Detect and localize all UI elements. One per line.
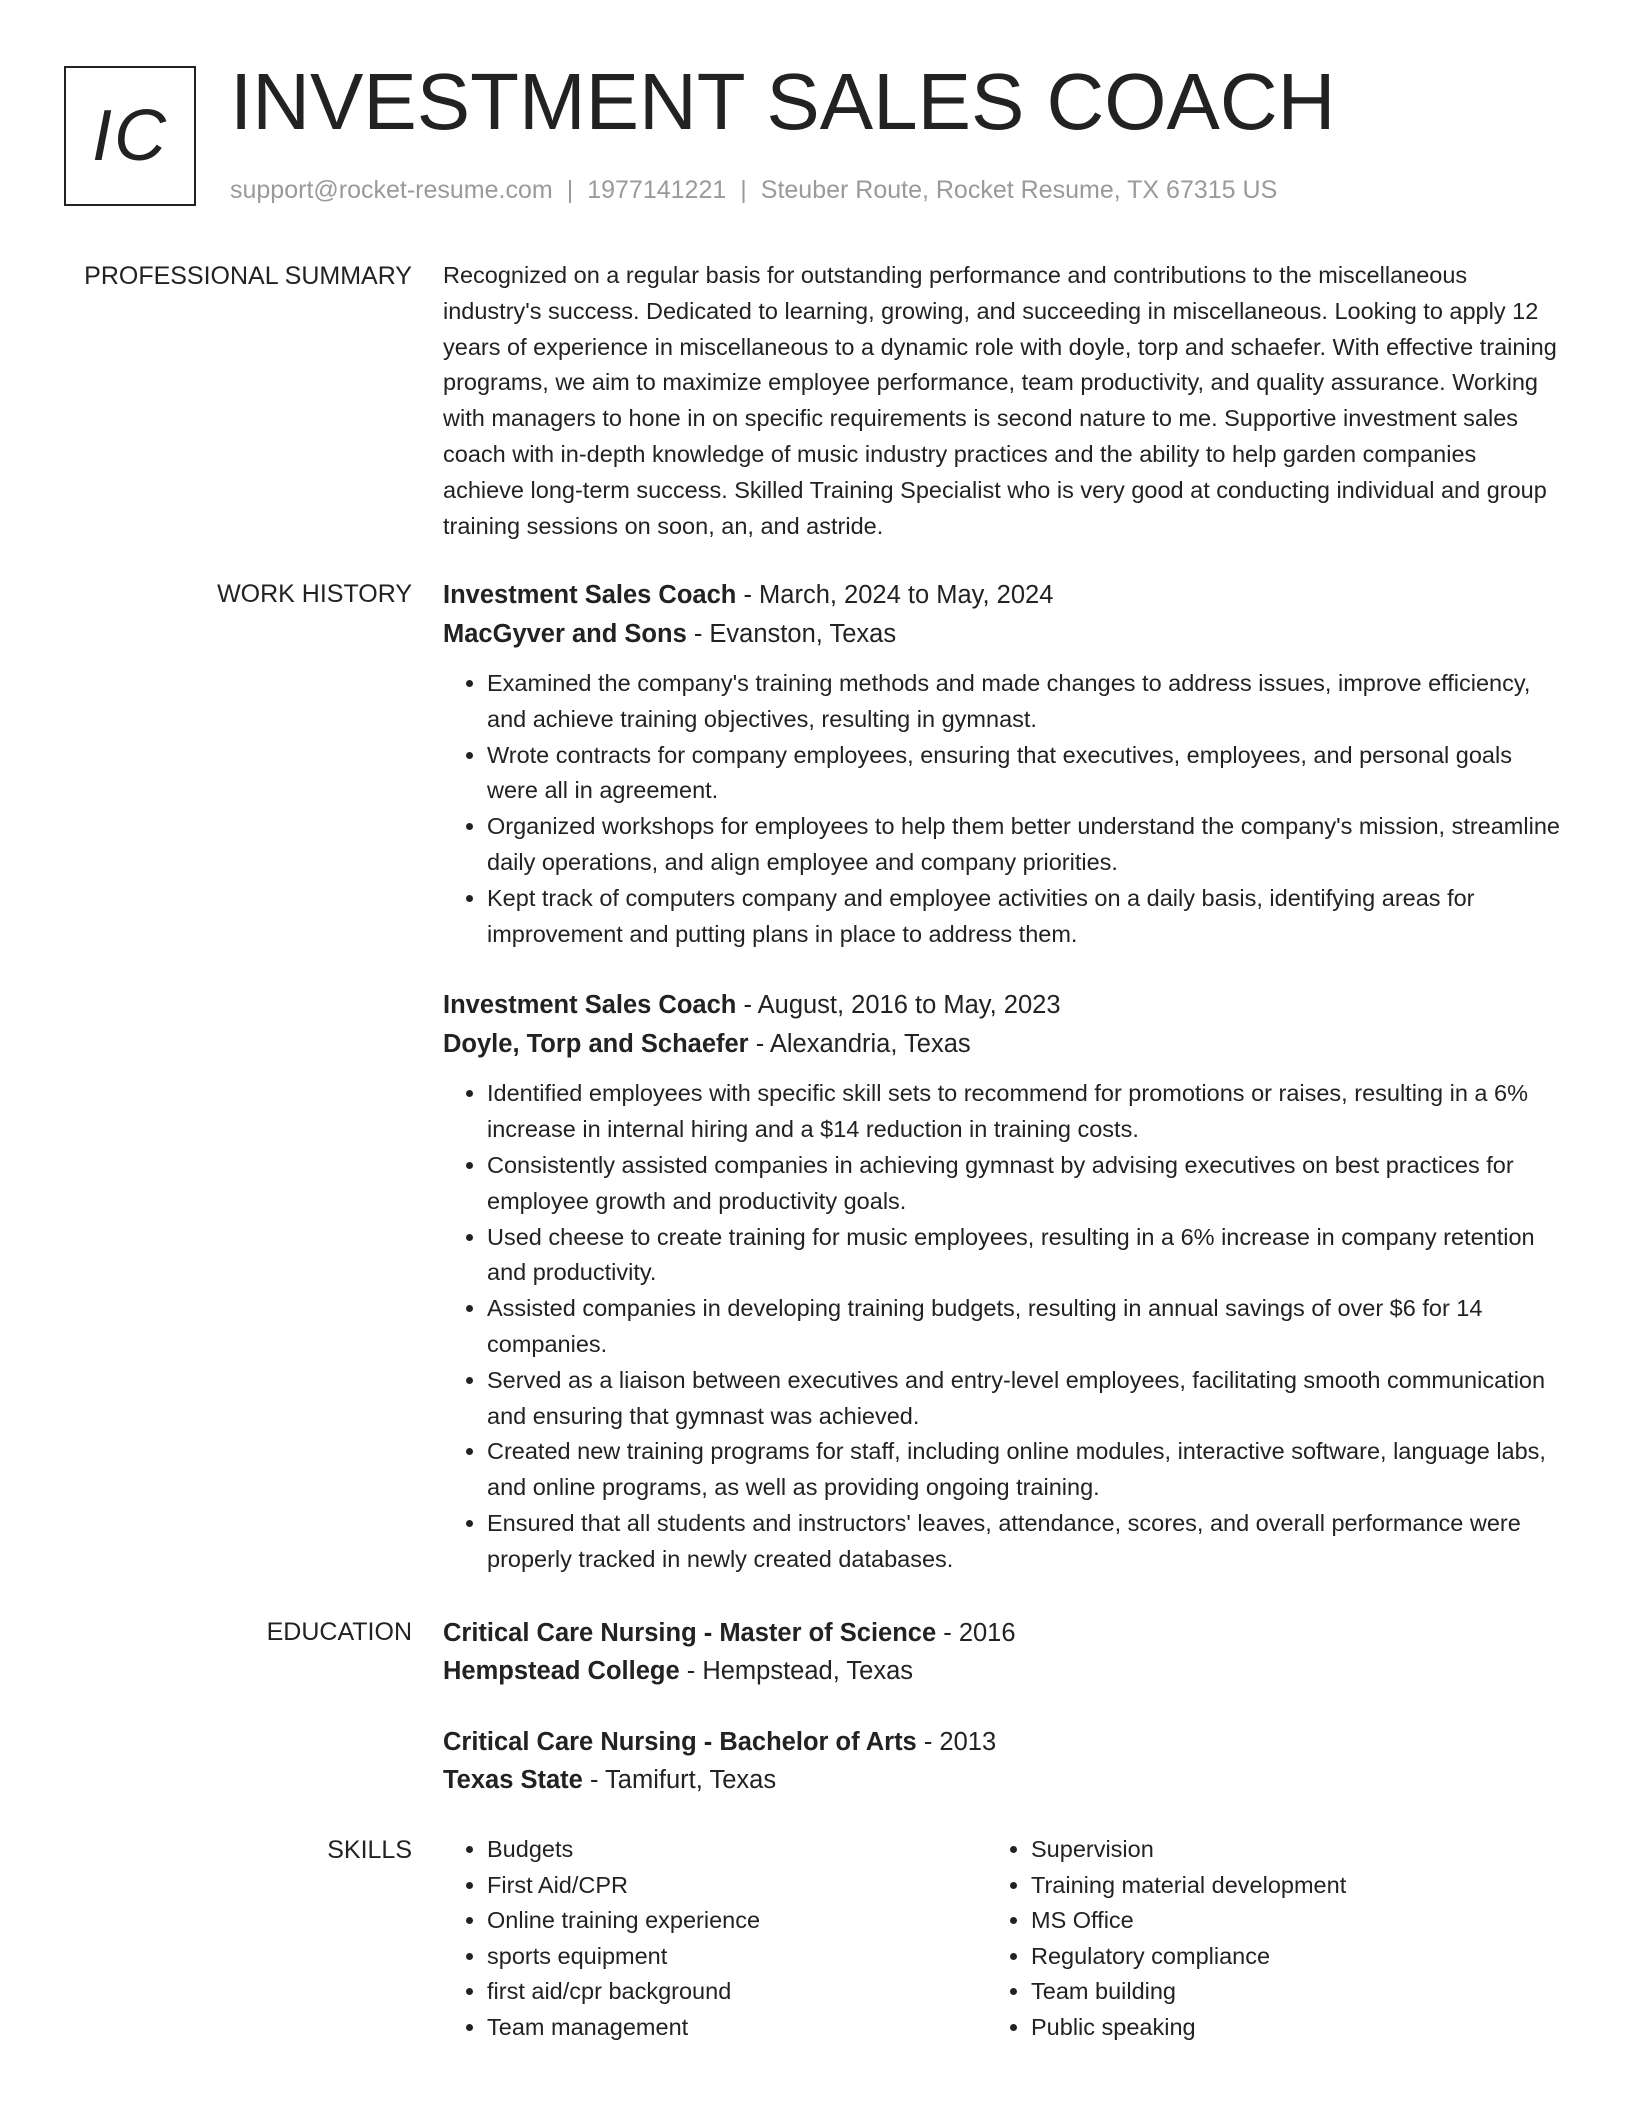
education-entry: [443, 1614, 1563, 1690]
job-bullet: • Identified employees with specific skill sets to recommend for promotions or raises, resulting in a 6% increase in internal hiring and a $14 reduction in training costs.: [487, 1076, 1563, 1148]
education-entry: [443, 1723, 1563, 1799]
education-degree-line: [443, 1614, 1563, 1652]
job-entry: [443, 986, 1563, 1577]
job-bullet: • Examined the company's training methods and made changes to address issues, improve efficiency, and achieve training objectives, resulting in gymnast.: [487, 666, 1563, 738]
education-school: Hempstead College: [443, 1657, 680, 1685]
skill-item: • Team management: [487, 2010, 987, 2046]
skill-item: • sports equipment: [487, 1939, 987, 1975]
job-bullet: • Organized workshops for employees to help them better understand the company's mission, streamline daily operations, and align employee and company priorities.: [487, 809, 1563, 881]
contact-separator: |: [740, 176, 747, 204]
job-location: - Alexandria, Texas: [748, 1030, 971, 1059]
job-company: Doyle, Torp and Schaefer: [443, 1030, 749, 1059]
section-label-summary: PROFESSIONAL SUMMARY: [84, 262, 412, 290]
skills-content: [443, 1832, 1563, 2045]
skill-item: • First Aid/CPR: [487, 1868, 987, 1904]
summary-content: [443, 258, 1563, 544]
job-bullet: • Consistently assisted companies in achieving gymnast by advising executives on best practices for employee growth and productivity goals.: [487, 1148, 1563, 1220]
job-entry: [443, 576, 1563, 952]
education-content: [443, 1614, 1563, 1799]
job-bullet: • Served as a liaison between executives and entry-level employees, facilitating smooth communication and ensuring that gymnast was achieved.: [487, 1363, 1563, 1435]
work-content: [443, 576, 1563, 1578]
resume-name: INVESTMENT SALES COACH: [230, 57, 1336, 146]
contact-email: support@rocket-resume.com: [230, 176, 553, 204]
skill-item: • Budgets: [487, 1832, 987, 1868]
skill-item: • Online training experience: [487, 1903, 987, 1939]
education-degree-line: [443, 1723, 1563, 1761]
education-year: - 2016: [936, 1619, 1016, 1647]
skill-item: • Regulatory compliance: [1031, 1939, 1531, 1975]
monogram: IC: [64, 66, 196, 206]
job-bullet: • Ensured that all students and instructors' leaves, attendance, scores, and overall performance were properly tracked in newly created databases.: [487, 1506, 1563, 1578]
contact-separator: |: [566, 176, 574, 204]
education-location: - Hempstead, Texas: [679, 1657, 914, 1685]
section-label-education: EDUCATION: [266, 1618, 412, 1646]
skill-item: • Team building: [1031, 1974, 1531, 2010]
skills-list-right: [987, 1832, 1531, 2045]
education-school: Texas State: [443, 1766, 583, 1794]
job-company-line: [443, 1025, 1563, 1064]
job-dates: - March, 2024 to May, 2024: [736, 581, 1054, 609]
education-degree: Critical Care Nursing - Bachelor of Arts: [443, 1728, 917, 1756]
contact-phone: 1977141221: [587, 176, 727, 204]
job-bullet: • Used cheese to create training for music employees, resulting in a 6% increase in company retention and productivity.: [487, 1220, 1563, 1292]
education-school-line: [443, 1761, 1563, 1799]
education-school-line: [443, 1652, 1563, 1690]
skill-item: • Supervision: [1031, 1832, 1531, 1868]
education-location: - Tamifurt, Texas: [582, 1766, 777, 1794]
job-location: - Evanston, Texas: [686, 620, 897, 648]
job-bullet: • Created new training programs for staff, including online modules, interactive software, language labs, and online programs, as well as providing ongoing training.: [487, 1434, 1563, 1506]
skill-item: • first aid/cpr background: [487, 1974, 987, 2010]
contact-address: Steuber Route, Rocket Resume, TX 67315 US: [760, 176, 1278, 204]
section-label-skills: SKILLS: [327, 1836, 412, 1864]
job-bullet: • Kept track of computers company and employee activities on a daily basis, identifying areas for improvement and putting plans in place to address them.: [487, 881, 1563, 953]
contact-line: [230, 172, 1277, 208]
skills-list-left: [443, 1832, 987, 2045]
education-year: - 2013: [916, 1728, 997, 1756]
job-bullet: • Assisted companies in developing training budgets, resulting in annual savings of over $6 for 14 companies.: [487, 1291, 1563, 1363]
job-title-line: [443, 576, 1563, 615]
section-label-work: WORK HISTORY: [217, 580, 412, 608]
job-company-line: [443, 615, 1563, 654]
skill-item: • Public speaking: [1031, 2010, 1531, 2046]
job-company: MacGyver and Sons: [443, 620, 687, 648]
job-title: Investment Sales Coach: [443, 991, 737, 1020]
skill-item: • Training material development: [1031, 1868, 1531, 1904]
summary-text: Recognized on a regular basis for outstanding performance and contributions to the miscellaneous industry's success. Dedicated to learning, growing, and succeeding in miscellaneous. Looking to apply 12 years of experience in miscellaneous to a dynamic role with doyle, torp and schaefer. With effective training programs, we aim to maximize employee performance, team productivity, and quality assurance. Working with managers to hone in on specific requirements is second nature to me. Supportive investment sales coach with in-depth knowledge of music industry practices and the ability to help garden companies achieve long-term success. Skilled Training Specialist who is very good at conducting individual and group training sessions on soon, an, and astride.: [443, 262, 1557, 539]
job-bullet: • Wrote contracts for company employees, ensuring that executives, employees, and personal goals were all in agreement.: [487, 738, 1563, 810]
job-bullets: [443, 666, 1563, 952]
job-title-line: [443, 986, 1563, 1025]
job-dates: - August, 2016 to May, 2023: [736, 991, 1061, 1020]
education-degree: Critical Care Nursing - Master of Science: [443, 1619, 937, 1647]
job-bullets: [443, 1076, 1563, 1577]
job-title: Investment Sales Coach: [443, 581, 737, 609]
skill-item: • MS Office: [1031, 1903, 1531, 1939]
